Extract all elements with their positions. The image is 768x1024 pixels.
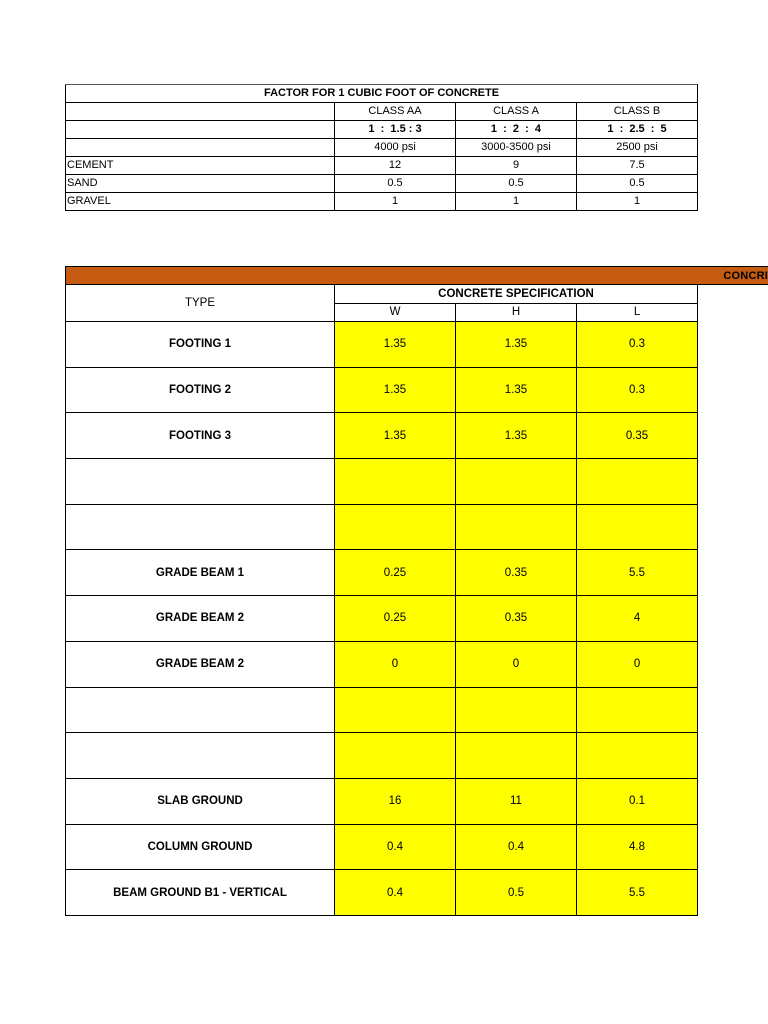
l-cell: 0.35: [577, 413, 698, 459]
type-cell: GRADE BEAM 2: [66, 641, 335, 687]
concrete-spec-header: CONCRETE SPECIFICATION: [335, 285, 698, 304]
ratio-row-label: [66, 121, 335, 139]
w-cell: 0.25: [335, 596, 456, 642]
factor-table: [65, 84, 698, 211]
class-a-header: CLASS A: [456, 103, 577, 121]
ratio-row: [66, 121, 698, 139]
spec-table-body: [66, 322, 698, 916]
dim-l-header: L: [577, 304, 698, 322]
h-cell: 1.35: [456, 413, 577, 459]
h-cell: [456, 733, 577, 779]
h-cell: 11: [456, 778, 577, 824]
w-cell: 0.25: [335, 550, 456, 596]
h-cell: 1.35: [456, 322, 577, 368]
w-cell: 1.35: [335, 367, 456, 413]
table-row: [66, 504, 698, 550]
strength-row: [66, 139, 698, 157]
concrete-header-band: [65, 266, 768, 285]
w-cell: 1.35: [335, 322, 456, 368]
table-row: [66, 687, 698, 733]
h-cell: [456, 687, 577, 733]
h-cell: 0.4: [456, 824, 577, 870]
w-cell: [335, 459, 456, 505]
l-cell: [577, 504, 698, 550]
l-cell: 0.3: [577, 367, 698, 413]
l-cell: 5.5: [577, 550, 698, 596]
class-row: [66, 103, 698, 121]
w-cell: 16: [335, 778, 456, 824]
gravel-row: [66, 193, 698, 211]
cement-aa: 12: [335, 157, 456, 175]
sand-label: SAND: [66, 175, 335, 193]
type-cell: COLUMN GROUND: [66, 824, 335, 870]
dim-w-header: W: [335, 304, 456, 322]
type-header: TYPE: [66, 285, 335, 322]
h-cell: 1.35: [456, 367, 577, 413]
l-cell: 0.1: [577, 778, 698, 824]
factor-title-row: [66, 85, 698, 103]
h-cell: 0: [456, 641, 577, 687]
class-b-header: CLASS B: [577, 103, 698, 121]
sand-row: [66, 175, 698, 193]
sand-aa: 0.5: [335, 175, 456, 193]
type-cell: BEAM GROUND B1 - VERTICAL: [66, 870, 335, 916]
table-row: [66, 459, 698, 505]
l-cell: 4: [577, 596, 698, 642]
ratio-a: 1 : 2 : 4: [456, 121, 577, 139]
gravel-b: 1: [577, 193, 698, 211]
factor-table-title: FACTOR FOR 1 CUBIC FOOT OF CONCRETE: [66, 85, 698, 103]
table-row: [66, 778, 698, 824]
dim-h-header: H: [456, 304, 577, 322]
l-cell: 0: [577, 641, 698, 687]
l-cell: 0.3: [577, 322, 698, 368]
sand-a: 0.5: [456, 175, 577, 193]
table-row: [66, 413, 698, 459]
type-cell: GRADE BEAM 2: [66, 596, 335, 642]
table-row: [66, 596, 698, 642]
strength-a: 3000-3500 psi: [456, 139, 577, 157]
class-row-label: [66, 103, 335, 121]
ratio-aa: 1 : 1.5 : 3: [335, 121, 456, 139]
gravel-aa: 1: [335, 193, 456, 211]
type-cell: FOOTING 1: [66, 322, 335, 368]
concrete-spec-table: [65, 284, 698, 916]
w-cell: 1.35: [335, 413, 456, 459]
table-row: [66, 550, 698, 596]
type-cell: [66, 733, 335, 779]
gravel-a: 1: [456, 193, 577, 211]
type-cell: [66, 459, 335, 505]
cement-b: 7.5: [577, 157, 698, 175]
type-cell: GRADE BEAM 1: [66, 550, 335, 596]
l-cell: [577, 459, 698, 505]
table-row: [66, 824, 698, 870]
w-cell: 0: [335, 641, 456, 687]
w-cell: [335, 504, 456, 550]
class-aa-header: CLASS AA: [335, 103, 456, 121]
strength-aa: 4000 psi: [335, 139, 456, 157]
type-cell: [66, 687, 335, 733]
table-row: [66, 641, 698, 687]
spec-header-row: [66, 285, 698, 304]
strength-b: 2500 psi: [577, 139, 698, 157]
l-cell: [577, 687, 698, 733]
w-cell: 0.4: [335, 870, 456, 916]
h-cell: [456, 504, 577, 550]
concrete-header-title: CONCRI: [723, 270, 768, 282]
type-cell: [66, 504, 335, 550]
cement-label: CEMENT: [66, 157, 335, 175]
type-cell: FOOTING 2: [66, 367, 335, 413]
strength-row-label: [66, 139, 335, 157]
l-cell: [577, 733, 698, 779]
w-cell: 0.4: [335, 824, 456, 870]
table-row: [66, 733, 698, 779]
h-cell: 0.5: [456, 870, 577, 916]
h-cell: [456, 459, 577, 505]
type-cell: SLAB GROUND: [66, 778, 335, 824]
h-cell: 0.35: [456, 550, 577, 596]
sand-b: 0.5: [577, 175, 698, 193]
gravel-label: GRAVEL: [66, 193, 335, 211]
cement-row: [66, 157, 698, 175]
table-row: [66, 870, 698, 916]
h-cell: 0.35: [456, 596, 577, 642]
table-row: [66, 322, 698, 368]
table-row: [66, 367, 698, 413]
l-cell: 5.5: [577, 870, 698, 916]
l-cell: 4.8: [577, 824, 698, 870]
ratio-b: 1 : 2.5 : 5: [577, 121, 698, 139]
type-cell: FOOTING 3: [66, 413, 335, 459]
cement-a: 9: [456, 157, 577, 175]
w-cell: [335, 687, 456, 733]
w-cell: [335, 733, 456, 779]
